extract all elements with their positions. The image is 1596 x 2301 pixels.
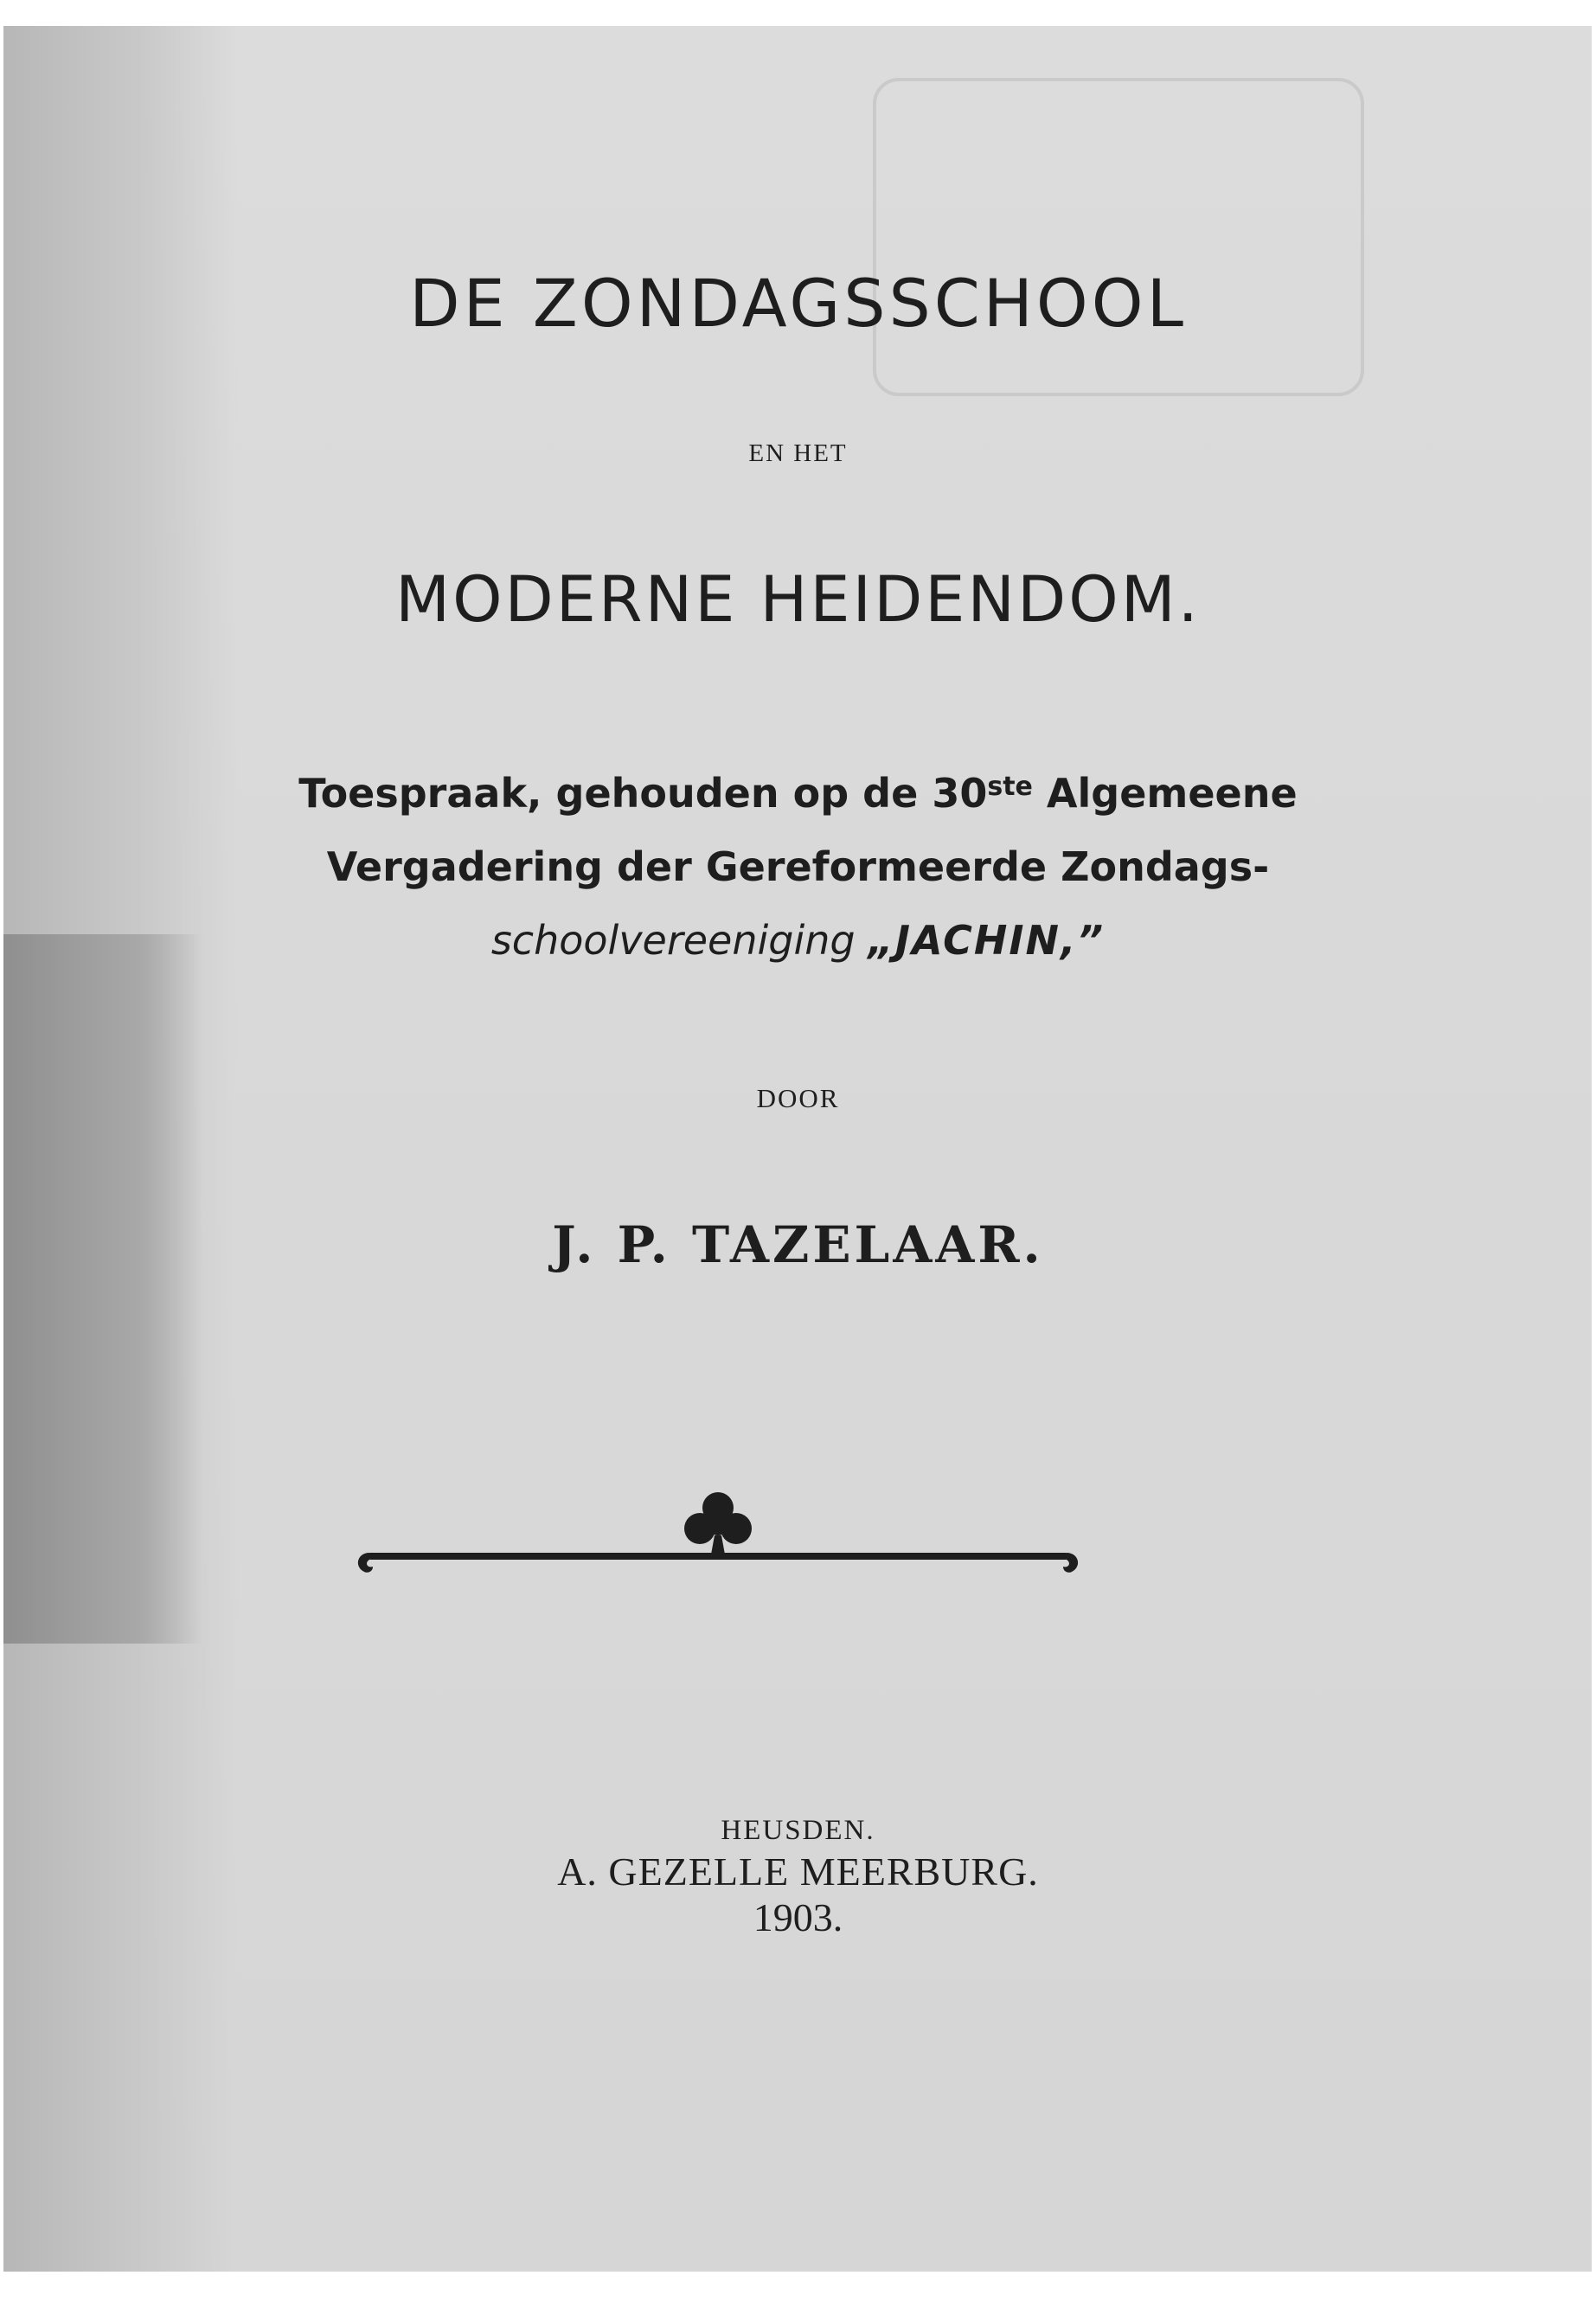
imprint-year: 1903. <box>753 1895 843 1939</box>
subtitle: MODERNE HEIDENDOM. <box>395 563 1201 637</box>
author-name: J. P. TAZELAAR. <box>552 1215 1044 1274</box>
main-title: DE ZONDAGSSCHOOL <box>409 265 1187 342</box>
imprint-publisher: A. GEZELLE MEERBURG. <box>557 1849 1039 1894</box>
title-connector: EN HET <box>748 439 848 467</box>
by-label: DOOR <box>756 1083 840 1113</box>
ordinal-suffix: ste <box>987 772 1033 802</box>
description-line-3 <box>0 917 1596 964</box>
description-text: Toespraak, gehouden op de 30 <box>298 770 988 817</box>
association-name: „JACHIN,” <box>868 917 1106 964</box>
description-line-2: Vergadering der Gereformeerde Zondags- <box>326 843 1270 890</box>
description-text: schoolvereeniging <box>490 917 869 964</box>
description-text: Algemeene <box>1032 770 1298 817</box>
imprint-place: HEUSDEN. <box>721 1815 875 1846</box>
description-line-1 <box>0 770 1596 817</box>
trefoil-rule-ornament-icon <box>350 1484 1086 1587</box>
binding-shadow <box>3 934 202 1644</box>
library-stamp-bleedthrough <box>873 78 1364 396</box>
